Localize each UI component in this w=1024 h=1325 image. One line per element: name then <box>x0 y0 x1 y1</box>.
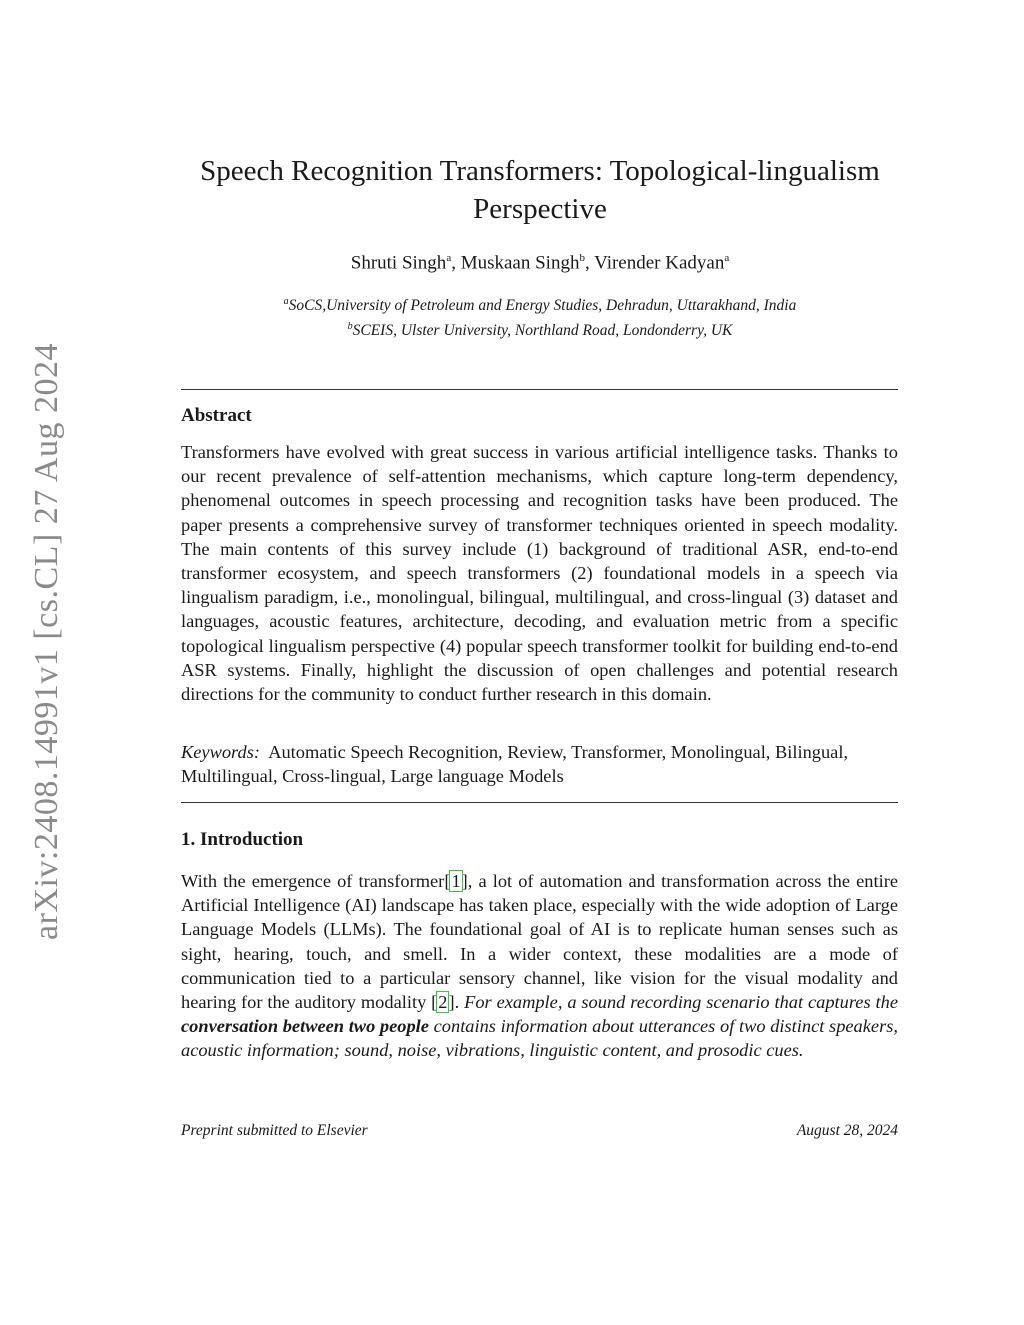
citation-link[interactable]: 1 <box>451 871 461 891</box>
intro-text: With the emergence of transformer <box>181 871 445 891</box>
abstract-bottom-rule <box>181 802 898 803</box>
keywords-label: Keywords: <box>181 742 261 762</box>
affiliation-line <box>150 291 930 316</box>
abstract-heading: Abstract <box>181 405 252 426</box>
affiliations <box>150 291 930 341</box>
keywords <box>181 740 898 788</box>
affiliation-text: SoCS,University of Petroleum and Energy Studies, Dehradun, Uttarakhand, India <box>288 297 797 315</box>
keywords-text: Automatic Speech Recognition, Review, Transformer, Monolingual, Bilingual, Multilingual, Cross-lingual, Large language Models <box>181 742 849 787</box>
author-name: Muskaan Singh <box>460 252 580 274</box>
author-affiliation-mark: b <box>579 252 585 264</box>
author-name: Shruti Singh <box>350 252 447 274</box>
footer-date: August 28, 2024 <box>796 1122 898 1139</box>
intro-italic-text: contains information about utterances of two distinct speakers, acoustic information; sound, noise, vibrations, linguistic content, and prosodic cues. <box>181 1016 898 1061</box>
affiliation-mark: a <box>283 296 289 307</box>
section-heading-introduction: 1. Introduction <box>181 829 304 850</box>
citation-link[interactable]: 2 <box>438 992 448 1013</box>
author-affiliation-mark: a <box>724 252 730 264</box>
author-affiliation-mark: a <box>446 252 452 264</box>
intro-emphasis-text: conversation between two people <box>181 1016 429 1037</box>
affiliation-mark: b <box>347 321 353 333</box>
arxiv-identifier-stamp: arXiv:2408.14991v1 [cs.CL] 27 Aug 2024 <box>28 343 65 940</box>
introduction-body: With the emergence of transformer[1], a lot of automation and transformation across the entire Artificial Intelligence (AI) landscape has taken place, especially with the wide adoption of Large Language Models (LLMs). The foundational goal of AI is to replicate human senses such as sight, hearing, touch, and smell. In a wider context, these modalities are a mode of communication tied to a particular sensory channel, like vision for the visual modality and hearing for the auditory modality [2]. For example, a sound recording scenario that captures the conversation between two people contains information about utterances of two distinct speakers, acoustic information; sound, noise, vibrations, linguistic content, and prosodic cues. <box>181 871 898 1061</box>
abstract-top-rule <box>181 389 898 390</box>
intro-italic-text: For example, a sound recording scenario that captures the <box>464 992 898 1013</box>
intro-text: , a lot of automation and transformation across the entire Artificial Intelligence (AI) landscape has taken place, especially with the wide adoption of Large Language Models (LLMs). The foundational goal of AI is to replicate human senses such as sight, hearing, touch, and smell. In a wider context, these modalities are a mode of communication tied to a particular sensory channel, like vision for the visual modality and hearing for the auditory modality <box>181 871 898 1013</box>
paper-title: Speech Recognition Transformers: Topological-lingualism Perspective <box>200 155 880 225</box>
author-list: Shruti Singh$^a$, Muskaan Singh$^b$, Virender Kadyan$^a$ <box>350 252 730 274</box>
author-name: Virender Kadyan <box>594 252 725 274</box>
footer-preprint-note: Preprint submitted to Elsevier <box>181 1122 368 1139</box>
affiliation-text: SCEIS, Ulster University, Northland Road, Londonderry, UK <box>352 322 733 340</box>
affiliation-line <box>150 316 930 341</box>
abstract-body: Transformers have evolved with great success in various artificial intelligence tasks. Thanks to our recent prevalence of self-attention mechanisms, which capture long-term dependency, phenomenal outcomes in speech processing and recognition tasks have been produced. The paper presents a comprehensive survey of transformer techniques oriented in speech modality. The main contents of this survey include (1) background of traditional ASR, end-to-end transformer ecosystem, and speech transformers (2) foundational models in a speech via lingualism paradigm, i.e., monolingual, bilingual, multilingual, and cross-lingual (3) dataset and languages, acoustic features, architecture, decoding, and evaluation metric from a specific topological lingualism perspective (4) popular speech transformer toolkit for building end-to-end ASR systems. Finally, highlight the discussion of open challenges and potential research directions for the community to conduct further research in this domain. <box>181 442 898 705</box>
intro-text: . <box>454 992 465 1013</box>
